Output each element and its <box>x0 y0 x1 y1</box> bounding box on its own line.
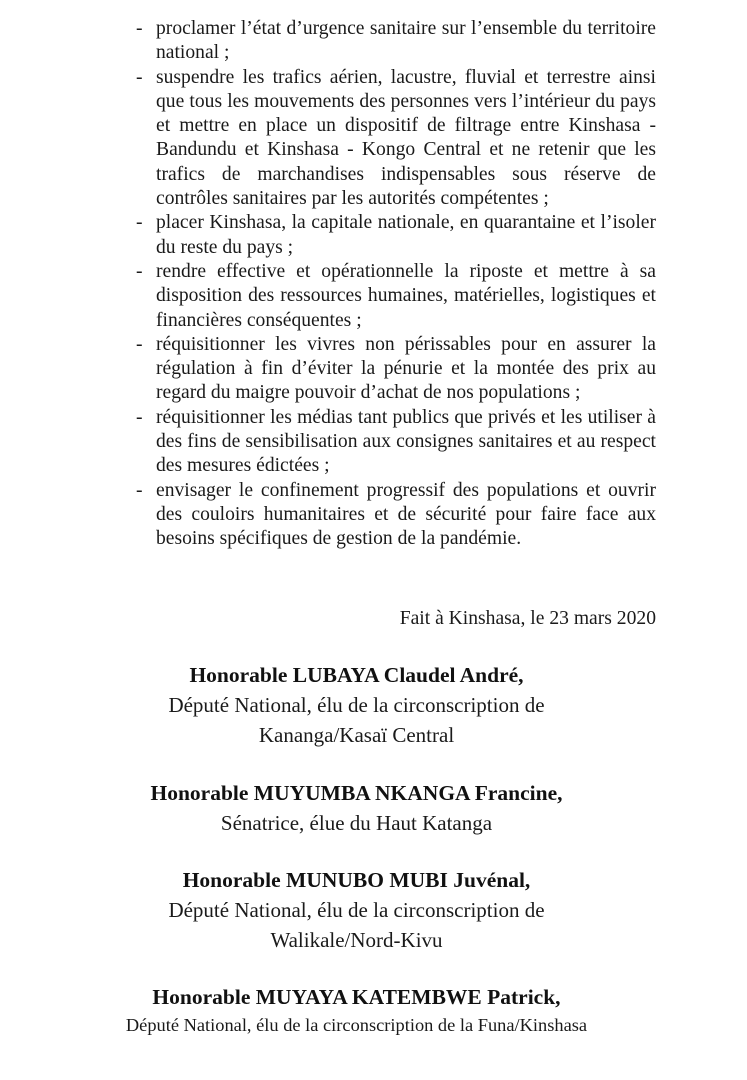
measure-text: proclamer l’état d’urgence sanitaire sur l’ensemble du territoire national ; <box>156 18 656 64</box>
bullet-dash: - <box>136 479 143 501</box>
signatory-name: Honorable MUNUBO MUBI Juvénal, <box>182 868 531 892</box>
bullet-dash: - <box>136 260 143 282</box>
signatory-name: Honorable MUYAYA KATEMBWE Patrick, <box>152 985 561 1009</box>
measure-text: rendre effective et opérationnelle la riposte et mettre à sa disposition des ressources humaines, matérielles, logistiques et financières conséquentes ; <box>156 260 656 331</box>
bullet-dash: - <box>136 406 143 428</box>
measure-item <box>136 260 656 333</box>
measure-item <box>136 17 656 66</box>
measure-item <box>136 66 656 212</box>
signatory-role: Député National, élu de la circonscription de <box>168 693 545 717</box>
bullet-dash: - <box>136 18 143 39</box>
measure-item <box>136 479 656 552</box>
signatory-block <box>0 865 730 955</box>
measure-item <box>136 333 656 406</box>
measures-list <box>136 17 656 552</box>
signatory-role: Kananga/Kasaï Central <box>258 723 455 747</box>
signatory-name: Honorable MUYUMBA NKANGA Francine, <box>150 781 563 805</box>
signatory-role: Sénatrice, élue du Haut Katanga <box>220 811 493 835</box>
measure-item <box>136 406 656 479</box>
measure-text: suspendre les trafics aérien, lacustre, fluvial et terrestre ainsi que tous les mouvements des personnes vers l’intérieur du pays et mettre en place un dispositif de filtrage entre Kinshasa - Bandundu et Kinshasa - Kongo Central et ne retenir que les trafics de marchandises indispensables sous réserve de contrôles sanitaires par les autorités compétentes ; <box>156 66 656 210</box>
signatory-role: Walikale/Nord-Kivu <box>270 928 443 952</box>
signatory-block <box>0 660 730 750</box>
signatory-name: Honorable LUBAYA Claudel André, <box>189 663 524 687</box>
measure-text: réquisitionner les médias tant publics que privés et les utiliser à des fins de sensibilisation aux consignes sanitaires et au respect des mesures édictées ; <box>156 406 656 477</box>
signatory-role: Député National, élu de la circonscription de <box>168 898 545 922</box>
measure-text: envisager le confinement progressif des populations et ouvrir des couloirs humanitaires et de sécurité pour faire face aux besoins spécifiques de gestion de la pandémie. <box>156 479 656 550</box>
bullet-dash: - <box>136 333 143 355</box>
place-and-date: Fait à Kinshasa, le 23 mars 2020 <box>399 608 656 629</box>
bullet-dash: - <box>136 212 143 234</box>
measure-text: réquisitionner les vivres non périssables pour en assurer la régulation à fin d’éviter la pénurie et la montée des prix au regard du maigre pouvoir d’achat de nos populations ; <box>156 333 656 404</box>
measure-text: placer Kinshasa, la capitale nationale, en quarantaine et l’isoler du reste du pays ; <box>156 212 656 258</box>
signatory-block <box>0 778 730 838</box>
measure-item <box>136 211 656 260</box>
bullet-dash: - <box>136 66 143 88</box>
signatory-role: Député National, élu de la circonscription de la Funa/Kinshasa <box>125 1015 588 1035</box>
signatory-block <box>0 982 730 1038</box>
